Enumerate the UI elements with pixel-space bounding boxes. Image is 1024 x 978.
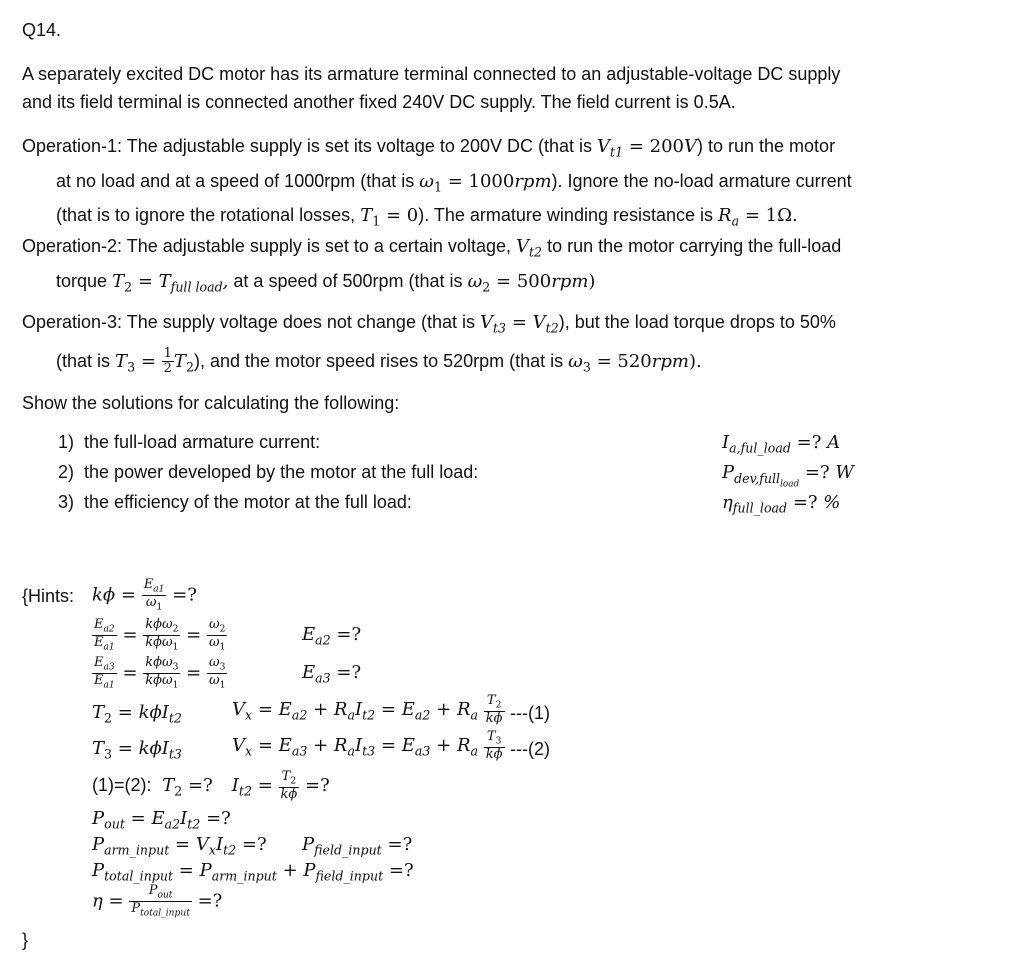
operation-label: Operation-3: [22,312,123,332]
answer-ia-fullload: $I_{a,ful\_load}$ =? A [722,432,841,456]
operation-text: (that is to ignore the rotational losses, [56,205,356,226]
hint-solve-label: (1)=(2): [92,774,152,795]
operation-3 [22,308,836,385]
hint-eq1: $V_x = E_{a2} + R_aI_{t2} = E_{a2} + R_a$ $\frac{T_2}{k\phi}$ [232,693,503,727]
operation-text: ) to run the motor [697,136,836,156]
operation-1 [22,132,852,236]
task-text: the full-load armature current: [84,432,321,452]
operation-1-line-1 [22,132,852,167]
hint-eq1-tag: ---(1) [510,703,550,723]
answer-pdev-fullload: $P_{dev,full_{load}}$ =? W [722,462,854,490]
task-number: 2) [58,462,75,482]
answer-eta-fullload: $\eta_{full\_load}$ =? % [722,492,841,516]
math-ra: $R_a = 1\Omega$. [718,205,798,229]
hint-eq2-tag: ---(2) [510,739,550,759]
intro-paragraph [22,60,840,116]
math-w3: $\omega_3 = 520rpm$). [568,350,702,375]
task-text: the efficiency of the motor at the full load: [84,492,412,512]
hint-pout: $P_{out} = E_{a2}I_{t2}$ =? [92,808,231,832]
hint-ea2: $E_{a2}$ =? [302,624,362,648]
operation-3-line-2 [22,343,836,386]
math-vt3: $V_{t3} = V_{t2}$ [480,312,559,336]
math-t2-fullload: $T_2 = T_{full load}$, [112,270,229,295]
operation-2-line-1 [22,232,841,267]
hint-solve-it2: $I_{t2}$ = $\frac{T_2}{k\phi}$ =? [231,769,330,803]
task-item-1 [58,432,320,453]
math-vt1: $V_{t1} = 200V$ [597,136,697,160]
operation-text: at a speed of 500rpm (that is [233,270,463,291]
operation-1-line-3 [22,201,852,236]
operation-text: torque [56,270,108,291]
operation-text: ), but the load torque drops to 50% [558,312,836,332]
operation-text: to run the motor carrying the full-load [547,236,842,256]
operation-1-line-2 [22,167,852,202]
hint-t2: $T_2 = k\phi I_{t2}$ [92,702,182,726]
math-t3: $T_3$ = $\frac{1}{2}$ $T_2$ [115,346,194,377]
hint-ratio-a3: $\frac{E_{a3}}{E_{a1}}$ = $\frac{k\phi\omega_3}{k\phi\omega_1}$ = $\frac{\omega_3}{\omega_1}$ [94,655,226,691]
hint-parm: $P_{arm\_input} = V_xI_{t2}$ =? [92,834,267,858]
intro-line: and its field terminal is connected another fixed 240V DC supply. The field current is 0.5A. [22,92,736,112]
math-t1: $T_1 = 0$ [360,205,419,229]
math-w2: $\omega_2 = 500rpm$) [467,270,596,295]
operation-text: The supply voltage does not change (that is [126,312,475,332]
operation-label: Operation-2: [22,236,123,256]
task-item-2 [58,462,478,483]
operation-text: at no load and at a speed of 1000rpm (that is [56,170,415,191]
task-number: 1) [58,432,75,452]
hint-eq2: $V_x = E_{a3} + R_aI_{t3} = E_{a3} + R_a$ $\frac{T_3}{k\phi}$ [232,729,503,763]
operation-3-line-1 [22,308,836,343]
operation-text: (that is [56,350,111,371]
operation-2-line-2 [22,267,841,302]
hint-pfield: $P_{field\_input}$ =? [302,834,413,858]
intro-line: A separately excited DC motor has its armature terminal connected to an adjustable-voltage DC supply [22,64,841,84]
operation-text: ). Ignore the no-load armature current [551,170,852,191]
hint-solve-t2: $T_2$ =? [156,774,213,799]
hint-ea3: $E_{a3}$ =? [302,662,362,686]
task-item-3 [58,492,412,513]
operation-text: ). The armature winding resistance is [418,205,714,226]
hint-ptotal: $P_{total\_input} = P_{arm\_input} + P_{field\_input}$ =? [92,860,414,884]
operation-text: The adjustable supply is set its voltage to 200V DC (that is [126,136,592,156]
operation-text: ), and the motor speed rises to 520rpm (that is [193,350,564,371]
hints-close: } [22,930,29,950]
task-text: the power developed by the motor at the full load: [84,462,479,482]
hint-t3: $T_3 = k\phi I_{t3}$ [92,738,182,762]
operation-2 [22,232,841,301]
question-number: Q14. [22,20,62,40]
hint-solve [92,770,330,802]
hint-eta: η = $\frac{P_{out}}{P_{total\_input}}$ =? [92,883,223,919]
math-w1: $\omega_1 = 1000rpm$ [419,170,552,195]
hints-open: {Hints: [22,586,75,606]
tasks-heading: Show the solutions for calculating the following: [22,393,400,413]
hint-ratio-a2: $\frac{E_{a2}}{E_{a1}}$ = $\frac{k\phi\omega_2}{k\phi\omega_1}$ = $\frac{\omega_2}{\omega_1}$ [94,617,226,653]
hint-kphi: kϕ = $\frac{E_{a1}}{\omega_1}$ =? [92,577,197,613]
task-number: 3) [58,492,75,512]
operation-label: Operation-1: [22,136,123,156]
operation-text: The adjustable supply is set to a certain voltage, [126,236,511,256]
math-vt2: $V_{t2}$ [516,236,543,260]
